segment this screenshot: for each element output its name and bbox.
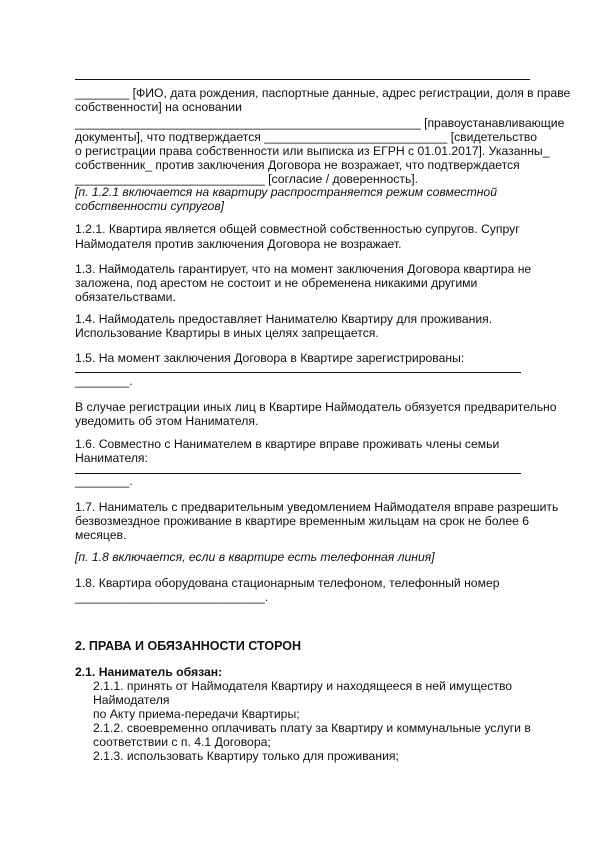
list-item: 2.1.3. использовать Квартиру только для проживания;	[93, 749, 399, 763]
paragraph-line: 1.6. Совместно с Нанимателем в квартире вправе проживать члены семьи	[75, 437, 500, 451]
intro-line: ___________________________________________________ [правоустанавливающие	[75, 116, 565, 130]
paragraph-line: Наймодателя против заключения Договора не возражает.	[75, 237, 402, 251]
paragraph-line: 1.7. Наниматель с предварительным уведомлением Наймодателя вправе разрешить	[75, 500, 559, 514]
paragraph-line: В случае регистрации иных лиц в Квартире Наймодатель обязуется предварительно	[75, 400, 557, 414]
paragraph-line: ________.	[75, 374, 133, 388]
paragraph-line: безвозмездное проживание в квартире временным жильцам на срок не более 6	[75, 514, 530, 528]
paragraph-line: уведомить об этом Нанимателя.	[75, 414, 259, 428]
note-line: собственности супругов]	[75, 199, 225, 213]
paragraph-line: Нанимателя:	[75, 451, 148, 465]
section-heading: 2. ПРАВА И ОБЯЗАННОСТИ СТОРОН	[75, 639, 302, 653]
note-line: [п. 1.8 включается, если в квартире есть телефонная линия]	[75, 550, 435, 564]
intro-line: ________ [ФИО, дата рождения, паспортные данные, адрес регистрации, доля в праве	[75, 86, 571, 100]
paragraph-line: 1.2.1. Квартира является общей совместной собственностью супругов. Супруг	[75, 222, 520, 236]
paragraph-line: ____________________________.	[75, 590, 269, 604]
intro-line: о регистрации права собственности или выписка из ЕГРН с 01.01.2017]. Указанны_	[75, 144, 550, 158]
paragraph-line: Использование Квартиры в иных целях запрещается.	[75, 326, 379, 340]
intro-line: документы], что подтверждается ___________________________ [свидетельство	[75, 130, 538, 144]
paragraph-line: 1.3. Наймодатель гарантирует, что на момент заключения Договора квартира не	[75, 262, 532, 276]
paragraph-line: 1.4. Наймодатель предоставляет Нанимателю Квартиру для проживания.	[75, 312, 493, 326]
intro-line: собственник_ против заключения Договора не возражает, что подтверждается	[75, 158, 520, 172]
paragraph-line: месяцев.	[75, 528, 127, 542]
list-item: соответствии с п. 4.1 Договора;	[93, 735, 271, 749]
list-item: по Акту приема-передачи Квартиры;	[93, 707, 300, 721]
list-item: 2.1.2. своевременно оплачивать плату за Квартиру и коммунальные услуги в	[93, 721, 531, 735]
paragraph-line: 1.8. Квартира оборудована стационарным телефоном, телефонный номер	[75, 576, 500, 590]
blank-line	[75, 372, 521, 373]
list-item: Наймодателя	[93, 693, 170, 707]
list-item: 2.1.1. принять от Наймодателя Квартиру и находящееся в ней имущество	[93, 679, 513, 693]
paragraph-line: заложена, под арестом не состоит и не обременена никакими другими	[75, 276, 478, 290]
paragraph-line: обязательствами.	[75, 290, 176, 304]
note-line: [п. 1.2.1 включается на квартиру распространяется режим совместной	[75, 185, 497, 199]
subsection-heading: 2.1. Наниматель обязан:	[75, 665, 223, 679]
paragraph-line: 1.5. На момент заключения Договора в Квартире зарегистрированы:	[75, 351, 465, 365]
paragraph-line: ________.	[75, 474, 133, 488]
blank-line	[75, 79, 530, 80]
intro-line: собственности] на основании	[75, 100, 242, 114]
intro-line: ____________________________ [согласие / доверенность].	[75, 172, 419, 186]
